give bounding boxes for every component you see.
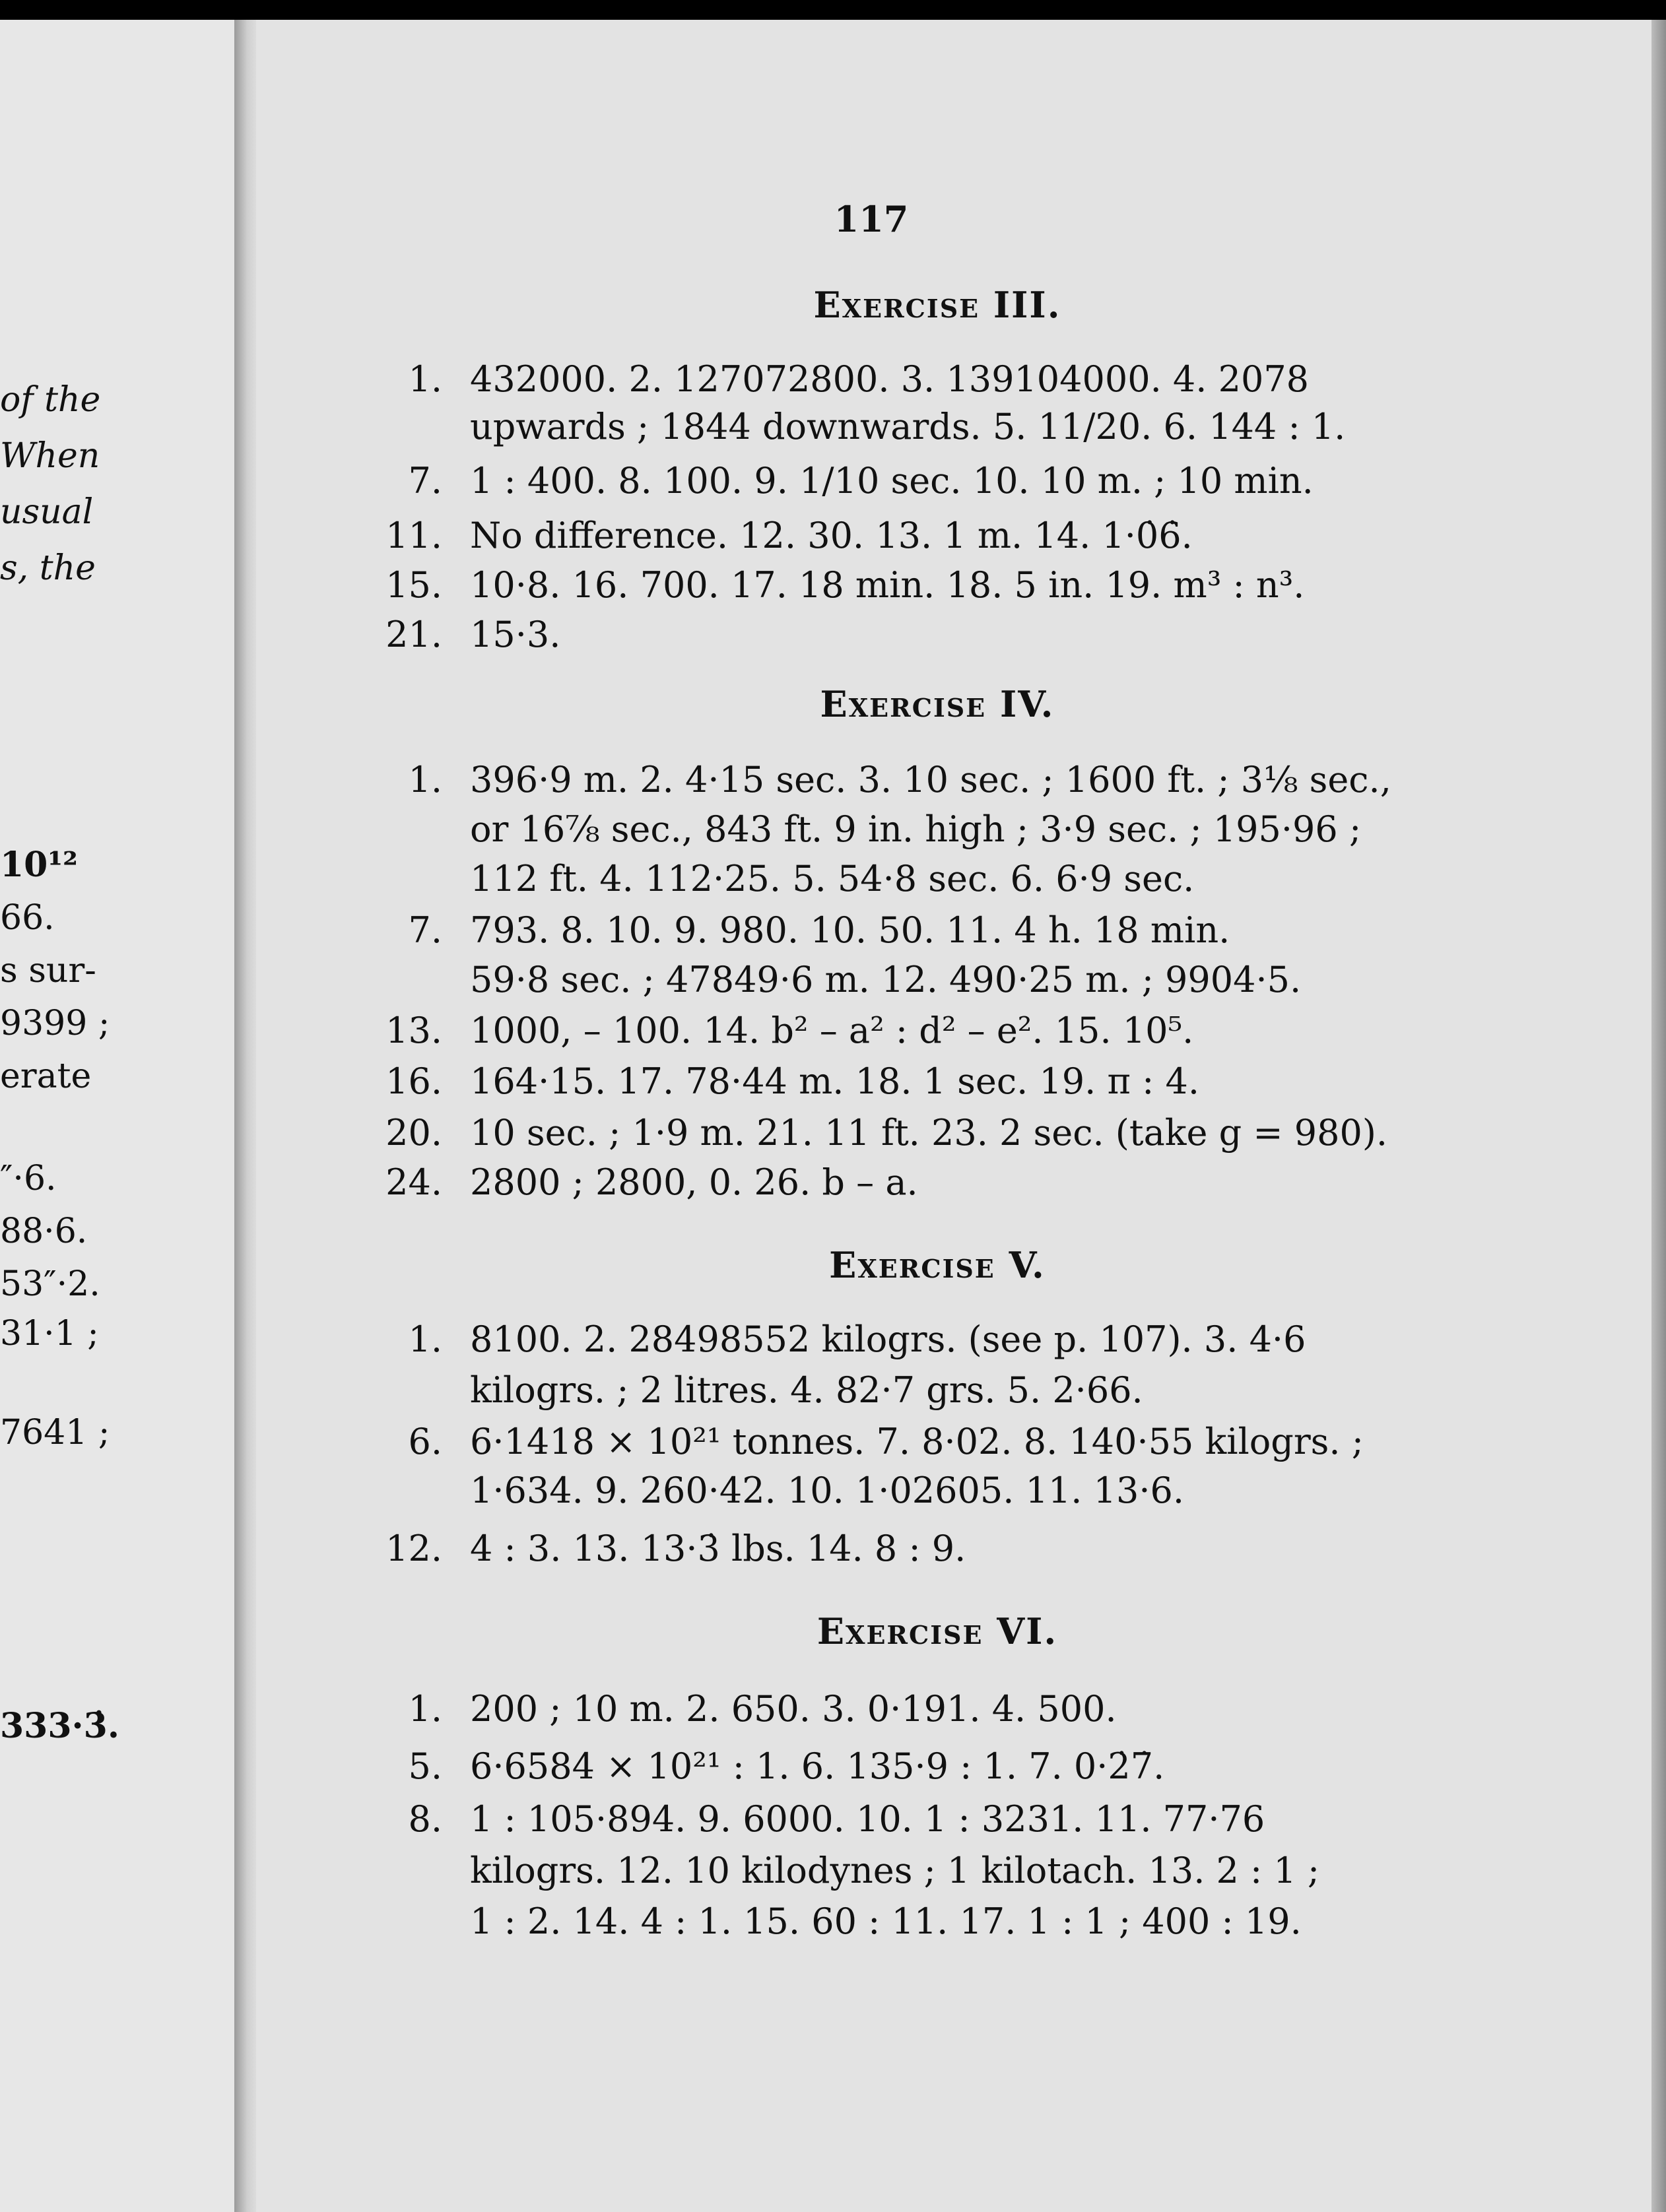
page-edge: [1651, 20, 1666, 2212]
answer-line: 1000, – 100. 14. b² – a² : d² – e². 15. 10⁵.: [470, 1010, 1194, 1051]
answer-number: 24.: [385, 1161, 442, 1203]
left-text: 31·1 ;: [0, 1314, 99, 1353]
answer-number: 12.: [385, 1528, 442, 1569]
left-text: s, the: [0, 548, 96, 588]
left-text: 88·6.: [0, 1212, 88, 1251]
answer-line: upwards ; 1844 downwards. 5. 11/20. 6. 144 : 1.: [470, 406, 1346, 447]
left-text: 66.: [0, 898, 55, 938]
answer-line: kilogrs. ; 2 litres. 4. 82·7 grs. 5. 2·66.: [470, 1369, 1143, 1411]
answer-number: 5.: [408, 1745, 442, 1787]
answer-line: 432000. 2. 127072800. 3. 139104000. 4. 2078: [470, 358, 1310, 400]
answer-line: 200 ; 10 m. 2. 650. 3. 0·191. 4. 500.: [470, 1688, 1117, 1730]
left-text: erate: [0, 1057, 92, 1096]
answer-number: 21.: [385, 614, 442, 655]
left-text: ″·6.: [0, 1159, 57, 1198]
answer-line: 1 : 105·894. 9. 6000. 10. 1 : 3231. 11. 77·76: [470, 1798, 1265, 1840]
left-text: usual: [0, 492, 94, 532]
left-text: When: [0, 436, 100, 476]
answer-line: 793. 8. 10. 9. 980. 10. 50. 11. 4 h. 18 min.: [470, 909, 1230, 951]
left-text: 333·3̇.: [0, 1706, 119, 1746]
answer-line: 15·3.: [470, 614, 561, 655]
answer-number: 1.: [408, 358, 442, 400]
answer-line: kilogrs. 12. 10 kilodynes ; 1 kilotach. 13. 2 : 1 ;: [470, 1850, 1320, 1891]
answer-number: 1.: [408, 1318, 442, 1360]
answer-number: 6.: [408, 1421, 442, 1462]
book-gutter: [234, 20, 256, 2212]
answer-line: 1 : 2. 14. 4 : 1. 15. 60 : 11. 17. 1 : 1 ; 400 : 19.: [470, 1901, 1302, 1942]
answer-number: 1.: [408, 759, 442, 800]
answer-number: 1.: [408, 1688, 442, 1730]
exercise-heading: Exercise IV.: [820, 683, 1055, 725]
page-number: 117: [834, 198, 909, 240]
answer-line: 4 : 3. 13. 13·3̇ lbs. 14. 8 : 9.: [470, 1528, 966, 1569]
answer-number: 11.: [385, 515, 442, 556]
answer-number: 8.: [408, 1798, 442, 1840]
answer-number: 13.: [385, 1010, 442, 1051]
left-text: 10¹²: [0, 845, 78, 885]
answer-line: or 16⅞ sec., 843 ft. 9 in. high ; 3·9 sec. ; 195·96 ;: [470, 808, 1362, 850]
answer-number: 16.: [385, 1060, 442, 1102]
answer-line: 112 ft. 4. 112·25. 5. 54·8 sec. 6. 6·9 sec.: [470, 858, 1195, 899]
left-text: s sur-: [0, 951, 96, 991]
exercise-heading: Exercise V.: [829, 1244, 1046, 1286]
answer-number: 20.: [385, 1112, 442, 1154]
answer-number: 7.: [408, 460, 442, 502]
left-text: 7641 ;: [0, 1413, 110, 1452]
answer-line: 1 : 400. 8. 100. 9. 1/10 sec. 10. 10 m. ; 10 min.: [470, 460, 1314, 502]
answer-line: 396·9 m. 2. 4·15 sec. 3. 10 sec. ; 1600 ft. ; 3⅛ sec.,: [470, 759, 1391, 800]
left-text: of the: [0, 380, 101, 420]
answer-line: 6·6584 × 10²¹ : 1. 6. 135·9 : 1. 7. 0·2̇7̇.: [470, 1745, 1165, 1787]
answer-line: 1·634. 9. 260·42. 10. 1·02605. 11. 13·6.: [470, 1470, 1185, 1511]
answer-line: 59·8 sec. ; 47849·6 m. 12. 490·25 m. ; 9904·5.: [470, 959, 1302, 1000]
left-text: 53″·2.: [0, 1264, 100, 1304]
answer-line: 2800 ; 2800, 0. 26. b – a.: [470, 1161, 918, 1203]
left-page-fragment: [0, 20, 234, 2212]
answer-line: 8100. 2. 28498552 kilogrs. (see p. 107). 3. 4·6: [470, 1318, 1306, 1360]
answer-line: 164·15. 17. 78·44 m. 18. 1 sec. 19. π : 4.: [470, 1060, 1199, 1102]
exercise-heading: Exercise III.: [813, 284, 1061, 326]
answer-number: 7.: [408, 909, 442, 951]
exercise-heading: Exercise VI.: [816, 1610, 1058, 1652]
left-text: 9399 ;: [0, 1004, 110, 1043]
answer-number: 15.: [385, 564, 442, 606]
answer-line: No difference. 12. 30. 13. 1 m. 14. 1·0̇6̇.: [470, 515, 1193, 556]
answer-line: 10·8. 16. 700. 17. 18 min. 18. 5 in. 19. m³ : n³.: [470, 564, 1305, 606]
answer-line: 6·1418 × 10²¹ tonnes. 7. 8·02. 8. 140·55 kilogrs. ;: [470, 1421, 1364, 1462]
answer-line: 10 sec. ; 1·9 m. 21. 11 ft. 23. 2 sec. (take g = 980).: [470, 1112, 1388, 1154]
